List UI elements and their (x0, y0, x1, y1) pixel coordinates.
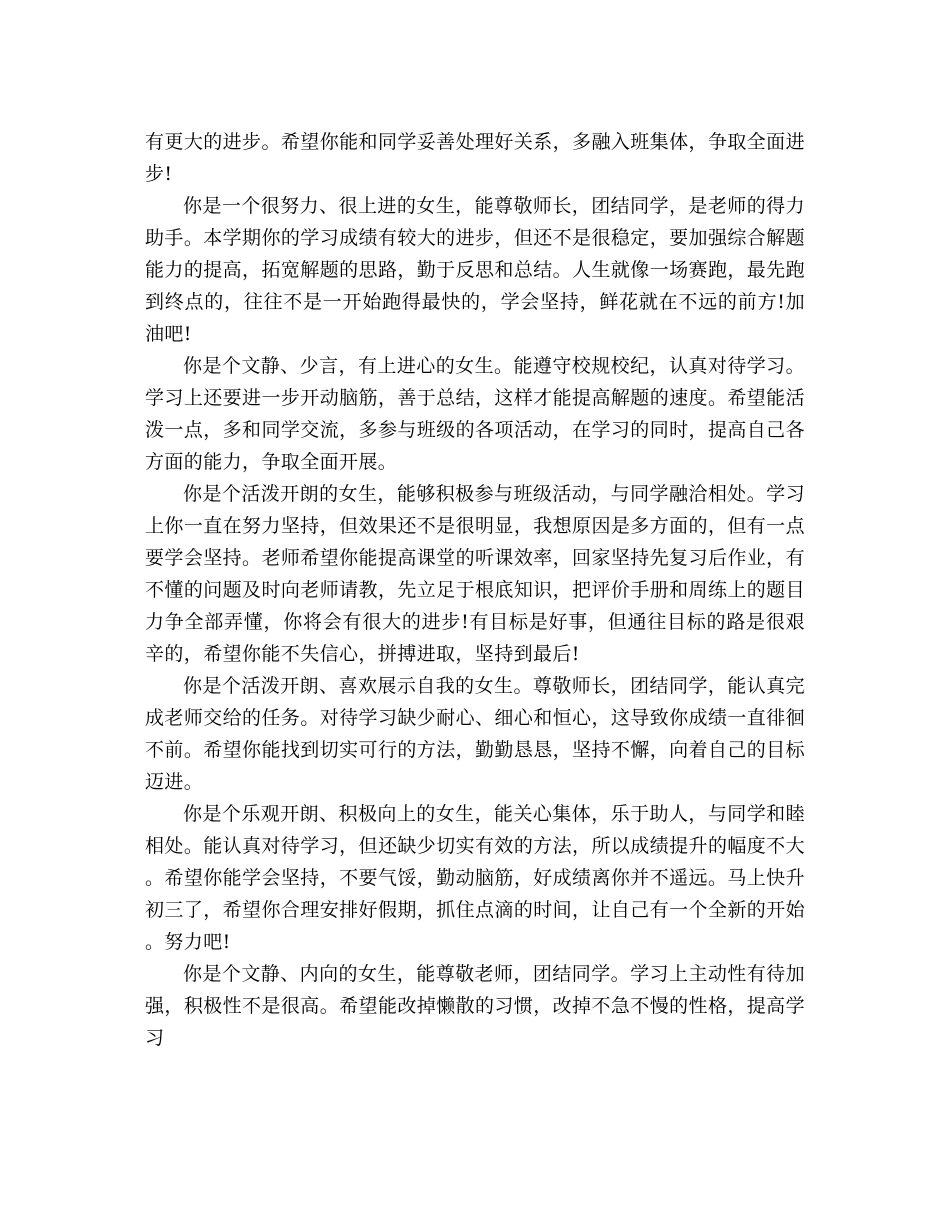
paragraph-7: 你是个文静、内向的女生，能尊敬老师，团结同学。学习上主动性有待加强，积极性不是很高。希望能改掉懒散的习惯，改掉不急不慢的性格，提高学习 (145, 963, 805, 1049)
paragraph-5: 你是个活泼开朗、喜欢展示自我的女生。尊敬师长，团结同学，能认真完成老师交给的任务。对待学习缺少耐心、细心和恒心，这导致你成绩一直徘徊不前。希望你能找到切实可行的方法，勤勤恳恳，坚持不懈，向着自己的目标迈进。 (145, 675, 805, 793)
paragraph-6: 你是个乐观开朗、积极向上的女生，能关心集体，乐于助人，与同学和睦相处。能认真对待学习，但还缺少切实有效的方法，所以成绩提升的幅度不大。希望你能学会坚持，不要气馁，勤动脑筋，好成绩离你并不遥远。马上快升初三了，希望你合理安排好假期，抓住点滴的时间，让自己有一个全新的开始。努力吧! (145, 803, 805, 953)
paragraph-2: 你是一个很努力、很上进的女生，能尊敬师长，团结同学，是老师的得力助手。本学期你的学习成绩有较大的进步，但还不是很稳定，要加强综合解题能力的提高，拓宽解题的思路，勤于反思和总结。人生就像一场赛跑，最先跑到终点的，往往不是一开始跑得最快的，学会坚持，鲜花就在不远的前方!加油吧! (145, 195, 805, 345)
paragraph-1: 有更大的进步。希望你能和同学妥善处理好关系，多融入班集体，争取全面进步! (145, 131, 805, 185)
paragraph-4: 你是个活泼开朗的女生，能够积极参与班级活动，与同学融洽相处。学习上你一直在努力坚持，但效果还不是很明显，我想原因是多方面的，但有一点要学会坚持。老师希望你能提高课堂的听课效率，回家坚持先复习后作业，有不懂的问题及时向老师请教，先立足于根底知识，把评价手册和周练上的题目力争全部弄懂，你将会有很大的进步!有目标是好事，但通往目标的路是很艰辛的，希望你能不失信心，拼搏进取，坚持到最后! (145, 483, 805, 665)
paragraph-3: 你是个文静、少言，有上进心的女生。能遵守校规校纪，认真对待学习。学习上还要进一步开动脑筋，善于总结，这样才能提高解题的速度。希望能活泼一点，多和同学交流，多参与班级的各项活动，在学习的同时，提高自己各方面的能力，争取全面开展。 (145, 355, 805, 473)
document-body (145, 126, 805, 1054)
